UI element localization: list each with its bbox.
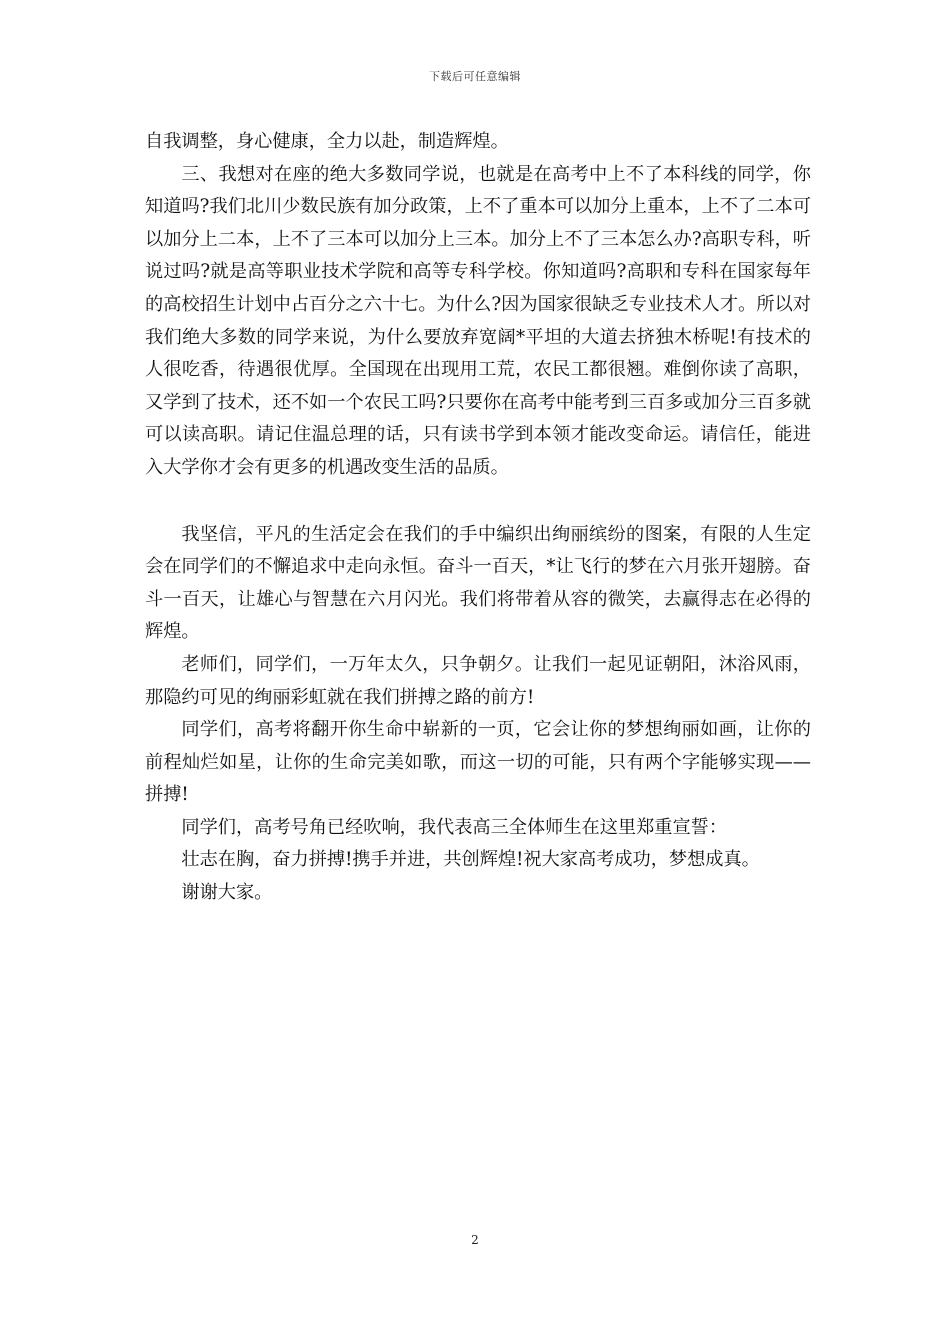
paragraph-2: 三、我想对在座的绝大多数同学说，也就是在高考中上不了本科线的同学，你知道吗?我们北川少数民族有加分政策，上不了重本可以加分上重本，上不了二本可以加分上二本，上不了三本可以加分上三本。加分上不了三本怎么办?高职专科，听说过吗?就是高等职业技术学院和高等专科学校。你知道吗?高职和专科在国家每年的高校招生计划中占百分之六十七。为什么?因为国家很缺乏专业技术人才。所以对我们绝大多数的同学来说，为什么要放弃宽阔*平坦的大道去挤独木桥呢!有技术的人很吃香，待遇很优厚。全国现在出现用工荒，农民工都很翘。难倒你读了高职，又学到了技术，还不如一个农民工吗?只要你在高考中能考到三百多或加分三百多就可以读高职。请记住温总理的话，只有读书学到本领才能改变命运。请信任，能进入大学你才会有更多的机遇改变生活的品质。 — [145, 163, 811, 478]
paragraph-5: 同学们，高考将翻开你生命中崭新的一页，它会让你的梦想绚丽如画，让你的前程灿烂如星，让你的生命完美如歌，而这一切的可能，只有两个字能够实现——拼搏! — [145, 719, 811, 806]
paragraph-4: 老师们，同学们，一万年太久，只争朝夕。让我们一起见证朝阳，沐浴风雨，那隐约可见的绚丽彩虹就在我们拼搏之路的前方! — [145, 653, 811, 708]
paragraph-6: 同学们，高考号角已经吹响，我代表高三全体师生在这里郑重宣誓： — [181, 816, 728, 838]
paragraph-1: 自我调整，身心健康，全力以赴，制造辉煌。 — [145, 131, 509, 152]
paragraph-7: 壮志在胸，奋力拼搏!携手并进，共创辉煌!祝大家高考成功，梦想成真。 — [181, 849, 760, 871]
page-header: 下载后可任意编辑 — [429, 70, 521, 83]
paragraph-3: 我坚信，平凡的生活定会在我们的手中编织出绚丽缤纷的图案，有限的人生定会在同学们的不懈追求中走向永恒。奋斗一百天，*让飞行的梦在六月张开翅膀。奋斗一百天，让雄心与智慧在六月闪光。我们将带着从容的微笑，去赢得志在必得的辉煌。 — [145, 523, 811, 643]
document-body — [145, 126, 811, 910]
paragraph-8: 谢谢大家。 — [181, 882, 273, 904]
page-number: 2 — [471, 1233, 479, 1247]
paragraph-spacer — [145, 485, 811, 519]
